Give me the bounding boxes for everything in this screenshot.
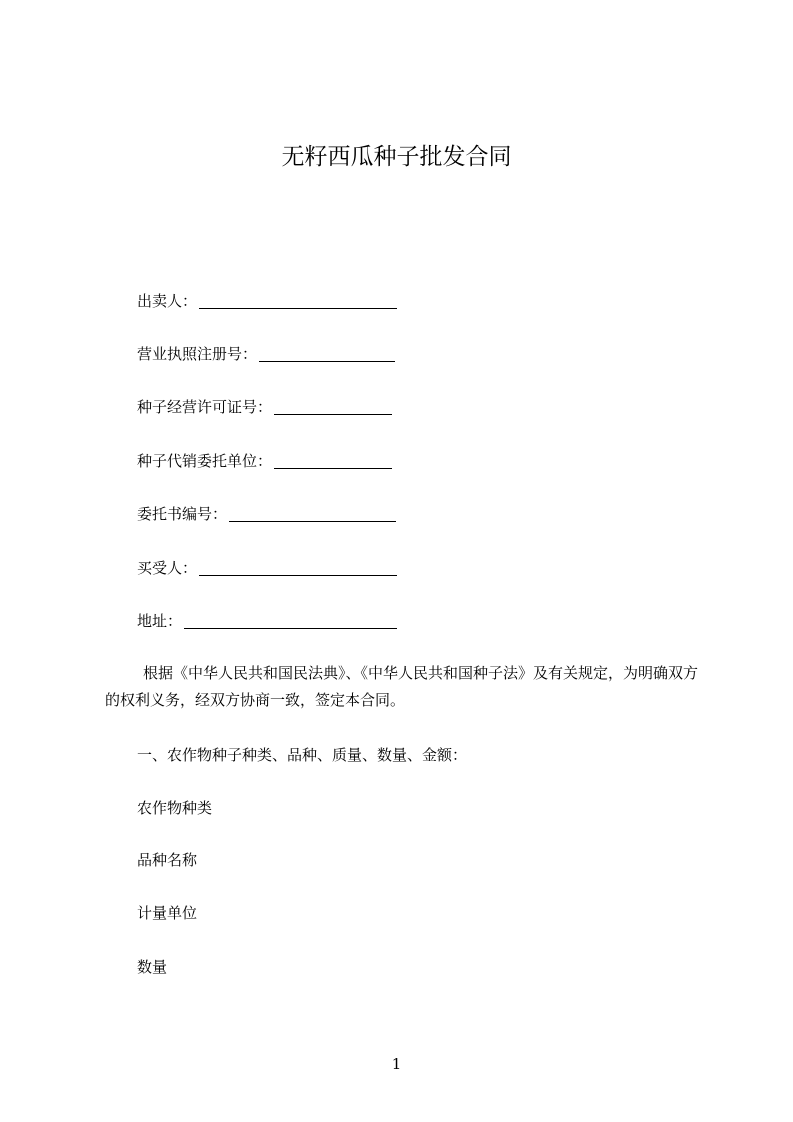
entrustment-number-field: [137, 503, 396, 525]
entrustment-number-label: 委托书编号：: [137, 505, 228, 523]
seed-permit-field: [137, 396, 392, 418]
seed-permit-blank-line: [274, 398, 392, 415]
seller-label: 出卖人：: [137, 292, 198, 310]
buyer-blank-line: [199, 559, 397, 576]
intro-paragraph: 根据《中华人民共和国民法典》、《中华人民共和国种子法》及有关规定，为明确双方的权利义务，经双方协商一致，签定本合同。: [105, 664, 699, 709]
buyer-field: [137, 557, 397, 579]
item-quantity: 数量: [137, 958, 168, 976]
item-crop-type: 农作物种类: [137, 799, 213, 817]
buyer-label: 买受人：: [137, 559, 198, 577]
seller-field: [137, 290, 397, 312]
seller-blank-line: [199, 292, 397, 309]
page-number: 1: [391, 1055, 402, 1073]
business-license-field: [137, 343, 395, 365]
address-field: [137, 610, 397, 632]
consignor-label: 种子代销委托单位：: [137, 452, 273, 470]
section-heading: 一、农作物种子种类、品种、质量、数量、金额：: [137, 746, 468, 764]
address-blank-line: [184, 612, 397, 629]
item-unit: 计量单位: [137, 904, 198, 922]
consignor-field: [137, 450, 392, 472]
document-title: 无籽西瓜种子批发合同: [281, 144, 512, 170]
business-license-label: 营业执照注册号：: [137, 345, 258, 363]
address-label: 地址：: [137, 612, 183, 630]
business-license-blank-line: [259, 345, 395, 362]
consignor-blank-line: [274, 452, 392, 469]
entrustment-number-blank-line: [229, 505, 396, 522]
seed-permit-label: 种子经营许可证号：: [137, 398, 273, 416]
item-variety-name: 品种名称: [137, 851, 198, 869]
